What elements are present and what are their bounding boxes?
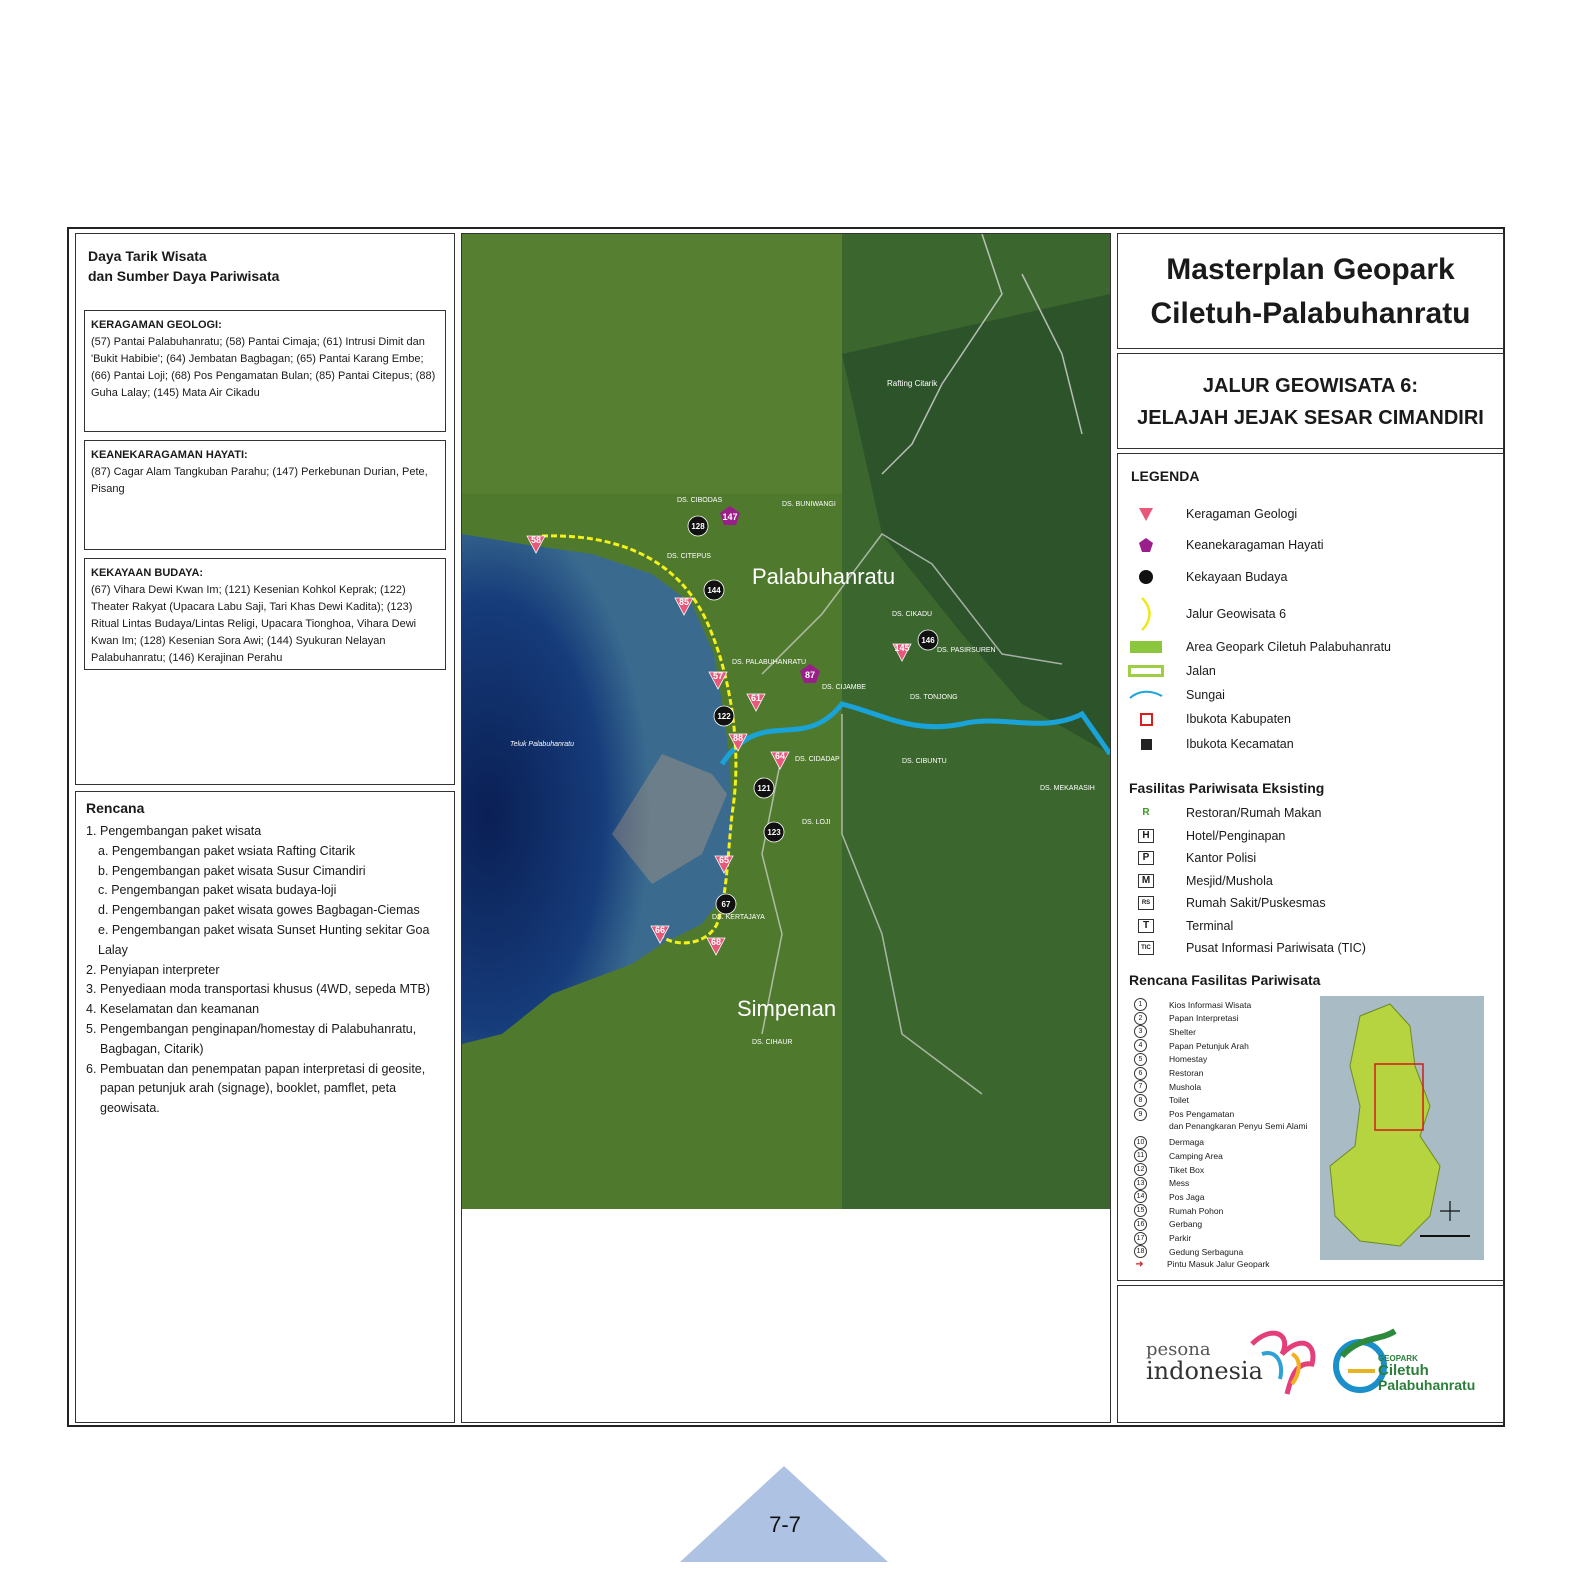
hayati-site-number: 87 — [804, 670, 816, 680]
fasilitas-symbol-icon — [1128, 896, 1164, 910]
rencana-item — [86, 1060, 448, 1119]
number-circle-icon: 17 — [1134, 1232, 1147, 1245]
black-square-icon — [1128, 739, 1164, 750]
rencana-fasilitas-label: Papan Petunjuk Arah — [1169, 1040, 1249, 1051]
fasilitas-symbol-icon — [1128, 851, 1164, 865]
rencana-fasilitas-item — [1134, 1120, 1307, 1133]
rencana-item-text: Pembuatan dan penempatan papan interpretasi di geosite, papan petunjuk arah (signage), booklet, pamflet, peta geowisata. — [100, 1061, 426, 1116]
fasilitas-item — [1128, 851, 1256, 865]
village-label: DS. CIBUNTU — [902, 758, 947, 765]
map-label-simpenan: Simpenan — [737, 996, 837, 1021]
rencana-item-number: 6. — [86, 1061, 97, 1076]
title-panel — [1117, 233, 1504, 349]
rencana-fasilitas-label: Tiket Box — [1169, 1164, 1205, 1175]
rencana-fasilitas-label: Gerbang — [1169, 1219, 1203, 1230]
legend-item-geologi — [1128, 506, 1297, 522]
rencana-item-number: 3. — [86, 982, 97, 997]
legend-label: Keanekaragaman Hayati — [1186, 538, 1324, 552]
legend-label: Jalan — [1186, 664, 1216, 678]
village-label: DS. CIJAMBE — [822, 684, 866, 691]
budaya-site-marker — [704, 580, 724, 600]
ciletuh-text: Ciletuh — [1378, 1362, 1429, 1379]
fasilitas-item — [1128, 919, 1233, 933]
rencana-fasilitas-label: Mushola — [1169, 1081, 1202, 1092]
rencana-subitem: a. Pengembangan paket wsiata Rafting Citarik — [98, 843, 356, 858]
number-circle-icon: 2 — [1134, 1012, 1147, 1025]
geowisata-map — [462, 234, 1110, 1209]
attractions-panel — [75, 233, 455, 785]
rencana-fasilitas-label: Pos Jaga — [1169, 1191, 1205, 1202]
village-label: DS. CIKADU — [892, 611, 933, 618]
budaya-box — [84, 558, 446, 670]
fasilitas-symbol-icon — [1128, 874, 1164, 888]
rencana-fasilitas-item — [1134, 1204, 1223, 1217]
legend-item-area — [1128, 640, 1391, 654]
rencana-fasilitas-item — [1134, 998, 1251, 1011]
rencana-item — [86, 980, 448, 1000]
map-label-rafting: Rafting Citarik — [887, 379, 938, 388]
yellow-line-icon — [1128, 596, 1164, 632]
rencana-fasilitas-label: Papan Interpretasi — [1169, 1013, 1239, 1024]
number-circle-icon: 13 — [1134, 1177, 1147, 1190]
legend-item-jalur — [1128, 596, 1286, 632]
number-circle-icon: 15 — [1134, 1204, 1147, 1217]
rencana-fasilitas-item — [1134, 1039, 1249, 1052]
legend-item-hayati — [1128, 537, 1324, 553]
geologi-text: (57) Pantai Palabuhanratu; (58) Pantai Cimaja; (61) Intrusi Dimit dan 'Bukit Habibie'; (64) Jembatan Bagbagan; (65) Pantai Karang Embe; (66) Pantai Loji; (68) Pos Pengamatan Bulan; (85) Pantai Citepus; (88) Guha Lalay; (145) Mata Air Cikadu — [91, 336, 436, 399]
map-panel — [461, 233, 1111, 1423]
geologi-title: KERAGAMAN GEOLOGI: — [91, 319, 222, 331]
rencana-fasilitas-label: Mess — [1169, 1178, 1190, 1189]
heading-line-1: Daya Tarik Wisata — [88, 248, 207, 264]
budaya-site-marker — [688, 516, 708, 536]
rencana-fasilitas-label: Kios Informasi Wisata — [1169, 999, 1252, 1010]
rencana-fasilitas-item — [1134, 1067, 1204, 1080]
legend-label: Sungai — [1186, 688, 1225, 702]
geologi-site-number: 68 — [710, 937, 722, 947]
rencana-subitem: c. Pengembangan paket wisata budaya-loji — [98, 883, 337, 898]
hayati-box — [84, 440, 446, 550]
rencana-fasilitas-item — [1134, 1012, 1238, 1025]
legend-item-jalan — [1128, 664, 1216, 678]
village-label: DS. KERTAJAYA — [712, 914, 765, 921]
rencana-item — [86, 961, 448, 981]
budaya-site-marker — [716, 894, 736, 914]
hayati-site-number: 147 — [722, 512, 738, 522]
rencana-item-text: Pengembangan paket wisata — [100, 824, 262, 838]
rencana-item-text: Penyediaan moda transportasi khusus (4WD, sepeda MTB) — [100, 982, 431, 997]
legend-label: Area Geopark Ciletuh Palabuhanratu — [1186, 640, 1391, 654]
fasilitas-label: Terminal — [1186, 918, 1234, 933]
budaya-title: KEKAYAAN BUDAYA: — [91, 567, 204, 579]
heading-line-2: dan Sumber Daya Pariwisata — [88, 268, 280, 284]
garuda-bird-icon — [1242, 1324, 1322, 1400]
legend-item-sungai — [1128, 688, 1225, 702]
budaya-site-number: 122 — [717, 712, 731, 721]
rencana-fasilitas-label: Rumah Pohon — [1169, 1205, 1224, 1216]
village-label: DS. TONJONG — [910, 694, 958, 701]
fasilitas-symbol-text: TIC — [1138, 941, 1154, 955]
rencana-fasilitas-label: Parkir — [1169, 1233, 1192, 1243]
rencana-fasilitas-label: Shelter — [1169, 1026, 1196, 1037]
budaya-site-number: 121 — [757, 784, 771, 793]
legend-label: Jalur Geowisata 6 — [1186, 607, 1287, 621]
legend-item-kabupaten — [1128, 712, 1291, 726]
fasilitas-label: Pusat Informasi Pariwisata (TIC) — [1186, 941, 1366, 955]
village-label: DS. MEKARASIH — [1040, 785, 1095, 792]
rencana-item-number: 4. — [86, 1002, 97, 1017]
rencana-fasilitas-item — [1134, 1245, 1243, 1258]
attractions-heading — [88, 246, 454, 286]
palabuhanratu-text: Palabuhanratu — [1378, 1377, 1476, 1393]
rencana-fasilitas-label: Pintu Masuk Jalur Geopark — [1167, 1259, 1270, 1270]
budaya-site-marker — [714, 706, 734, 726]
rencana-item-text: Penyiapan interpreter — [100, 962, 220, 977]
rencana-item — [86, 1020, 448, 1060]
rencana-fasilitas-item — [1134, 1080, 1201, 1093]
budaya-site-marker — [754, 778, 774, 798]
number-circle-icon: 14 — [1134, 1190, 1147, 1203]
entry-arrow-icon: ➜ — [1135, 1258, 1144, 1270]
number-circle-icon: 3 — [1134, 1025, 1147, 1038]
fasilitas-item — [1128, 941, 1366, 955]
rencana-subitem: d. Pengembangan paket wisata gowes Bagbagan-Ciemas — [98, 903, 420, 918]
number-circle-icon: 18 — [1134, 1245, 1147, 1258]
fasilitas-symbol-icon — [1128, 941, 1164, 955]
fasilitas-label: Kantor Polisi — [1186, 851, 1257, 865]
fasilitas-symbol-text: M — [1138, 874, 1154, 888]
legend-panel — [1117, 453, 1504, 1281]
geologi-site-number: 88 — [732, 733, 744, 743]
geologi-site-number: 57 — [712, 671, 724, 681]
subtitle — [1118, 370, 1503, 434]
number-circle-icon: 10 — [1134, 1136, 1147, 1149]
rencana-fasilitas-label: Pos Pengamatan — [1169, 1109, 1235, 1120]
village-label: DS. CIHAUR — [752, 1039, 793, 1046]
budaya-site-marker — [918, 630, 938, 650]
fasilitas-label: Mesjid/Mushola — [1186, 873, 1273, 888]
budaya-site-number: 144 — [707, 586, 721, 595]
green-area-icon — [1128, 641, 1164, 653]
page-frame — [67, 227, 1505, 1427]
rencana-item-text: Pengembangan penginapan/homestay di Palabuhanratu, Bagbagan, Citarik) — [100, 1021, 417, 1056]
logo-panel — [1117, 1285, 1504, 1423]
fasilitas-label: Hotel/Penginapan — [1186, 828, 1286, 843]
rencana-fasilitas-item — [1134, 1094, 1189, 1107]
fasilitas-item — [1128, 829, 1285, 843]
hayati-text: (87) Cagar Alam Tangkuban Parahu; (147) Perkebunan Durian, Pete, Pisang — [91, 466, 428, 495]
rencana-fasilitas-item — [1134, 1025, 1196, 1038]
pesona-text: pesona — [1146, 1339, 1211, 1360]
budaya-site-number: 146 — [921, 636, 935, 645]
legend-item-budaya — [1128, 569, 1287, 585]
village-label: DS. LOJI — [802, 819, 831, 826]
fasilitas-symbol-text: P — [1138, 851, 1154, 865]
geologi-site-number: 58 — [530, 535, 542, 545]
budaya-site-number: 67 — [721, 900, 731, 909]
rencana-subitem: b. Pengembangan paket wisata Susur Cimandiri — [98, 863, 366, 878]
legend-item-kecamatan — [1128, 737, 1294, 751]
fasilitas-symbol-text: R — [1142, 807, 1150, 818]
purple-pentagon-icon — [1128, 537, 1164, 553]
rencana-fasilitas-item — [1134, 1149, 1223, 1162]
village-label: DS. PALABUHANRATU — [732, 659, 807, 666]
number-circle-icon: 7 — [1134, 1080, 1147, 1093]
geologi-site-number: 61 — [750, 693, 762, 703]
rencana-item-number: 1. — [86, 824, 97, 838]
fasilitas-symbol-icon — [1128, 807, 1164, 819]
number-circle-icon: 4 — [1134, 1039, 1147, 1052]
subtitle-panel — [1117, 353, 1504, 449]
indonesia-text: indonesia — [1146, 1357, 1263, 1385]
geologi-site-number: 65 — [718, 855, 730, 865]
village-label: DS. BUNIWANGI — [782, 501, 836, 508]
rencana-fasilitas-item — [1134, 1218, 1202, 1231]
fasilitas-symbol-text: RS — [1138, 896, 1154, 910]
main-title-line-2: Ciletuh-Palabuhanratu — [1150, 297, 1471, 330]
legend-label: Kekayaan Budaya — [1186, 570, 1288, 584]
rencana-item-number: 5. — [86, 1021, 97, 1036]
rencana-fasilitas-item — [1134, 1053, 1207, 1066]
geopark-text: GEOPARK — [1378, 1354, 1418, 1363]
pink-triangle-icon — [1128, 506, 1164, 522]
budaya-site-number: 123 — [767, 828, 781, 837]
rencana-fasilitas-label: Restoran — [1169, 1068, 1204, 1078]
rencana-subitem: e. Pengembangan paket wisata Sunset Hunting sekitar Goa Lalay — [98, 922, 430, 957]
budaya-text: (67) Vihara Dewi Kwan Im; (121) Kesenian Kohkol Keprak; (122) Theater Rakyat (Upacara Labu Saji, Tari Khas Dewi Kadita); (123) Ritual Lintas Budaya/Lintas Religi, Upacara Tionghoa, Vihara Dewi Kwan Im; (128) Kesenian Sora Awi; (144) Syukuran Nelayan Palabuhanratu; (146) Kerajinan Perahu — [91, 584, 417, 664]
number-circle-icon: 16 — [1134, 1218, 1147, 1231]
rencana-title: Rencana — [86, 800, 145, 816]
map-label-palabuhanratu: Palabuhanratu — [752, 564, 896, 589]
legend-title: LEGENDA — [1131, 468, 1200, 484]
legend-label: Ibukota Kabupaten — [1186, 712, 1291, 726]
rencana-fasilitas-label: Camping Area — [1169, 1150, 1223, 1161]
number-circle-icon: 1 — [1134, 998, 1147, 1011]
inset-locator-map — [1320, 996, 1484, 1260]
geologi-site-number: 64 — [774, 751, 786, 761]
fasilitas-label: Restoran/Rumah Makan — [1186, 806, 1322, 820]
legend-label: Keragaman Geologi — [1186, 507, 1298, 521]
geologi-site-number: 66 — [654, 925, 666, 935]
main-title — [1118, 248, 1503, 336]
fasilitas-item — [1128, 896, 1326, 910]
rencana-item — [86, 1000, 448, 1020]
fasilitas-symbol-icon — [1128, 829, 1164, 843]
number-circle-icon: 5 — [1134, 1053, 1147, 1066]
geopark-ciletuh-logo — [1378, 1354, 1475, 1393]
village-label: DS. PASIRSUREN — [937, 647, 996, 654]
fasilitas-item — [1128, 806, 1321, 820]
rencana-fasilitas-item — [1134, 1190, 1204, 1203]
budaya-site-marker — [764, 822, 784, 842]
fasilitas-item — [1128, 874, 1273, 888]
red-square-icon — [1128, 713, 1164, 726]
rencana-fasilitas-label: Dermaga — [1169, 1137, 1204, 1148]
geologi-site-number: 145 — [894, 643, 910, 653]
number-circle-icon: 6 — [1134, 1067, 1147, 1080]
village-label: DS. CIBODAS — [677, 497, 723, 504]
rencana-fasilitas-label: dan Penangkaran Penyu Semi Alami — [1169, 1121, 1308, 1132]
number-circle-icon: 12 — [1134, 1163, 1147, 1176]
north-land — [462, 234, 842, 494]
fasilitas-symbol-text: H — [1138, 829, 1154, 843]
fasilitas-symbol-text: T — [1138, 919, 1154, 933]
rencana-item-text: Keselamatan dan keamanan — [100, 1002, 260, 1017]
number-circle-icon: 8 — [1134, 1094, 1147, 1107]
village-label: DS. CIDADAP — [795, 756, 840, 763]
rencana-fasilitas-label: Gedung Serbaguna — [1169, 1246, 1244, 1257]
river-icon — [1128, 688, 1164, 702]
rencana-fasilitas-title: Rencana Fasilitas Pariwisata — [1129, 972, 1321, 988]
village-label: DS. CITEPUS — [667, 553, 711, 560]
fasilitas-label: Rumah Sakit/Puskesmas — [1186, 896, 1326, 910]
road-icon — [1128, 665, 1164, 677]
rencana-fasilitas-label: Toilet — [1169, 1095, 1189, 1106]
rencana-item-number: 2. — [86, 962, 97, 977]
black-circle-icon — [1128, 569, 1164, 585]
number-circle-icon: 9 — [1134, 1108, 1147, 1121]
main-title-line-1: Masterplan Geopark — [1166, 253, 1455, 286]
rencana-fasilitas-item — [1134, 1163, 1204, 1176]
rencana-fasilitas-item — [1134, 1177, 1189, 1190]
rencana-panel — [75, 791, 455, 1423]
number-circle-icon: 11 — [1134, 1149, 1147, 1162]
fasilitas-symbol-icon — [1128, 919, 1164, 933]
rencana-fasilitas-label: Homestay — [1169, 1054, 1208, 1065]
legend-label: Ibukota Kecamatan — [1186, 737, 1294, 751]
geologi-box — [84, 310, 446, 432]
budaya-site-number: 128 — [691, 522, 705, 531]
rencana-item — [86, 822, 448, 842]
subtitle-line-1: JALUR GEOWISATA 6: — [1202, 375, 1419, 397]
rencana-fasilitas-item — [1134, 1259, 1270, 1270]
rencana-list — [86, 822, 448, 1119]
subtitle-line-2: JELAJAH JEJAK SESAR CIMANDIRI — [1137, 407, 1484, 429]
map-label-bay: Teluk Palabuhanratu — [510, 741, 574, 748]
geologi-site-number: 85 — [678, 597, 690, 607]
page-number: 7-7 — [769, 1512, 801, 1537]
fasilitas-title: Fasilitas Pariwisata Eksisting — [1129, 780, 1325, 796]
rencana-fasilitas-item — [1134, 1232, 1191, 1245]
hayati-title: KEANEKARAGAMAN HAYATI: — [91, 449, 248, 461]
rencana-fasilitas-item — [1134, 1136, 1204, 1149]
